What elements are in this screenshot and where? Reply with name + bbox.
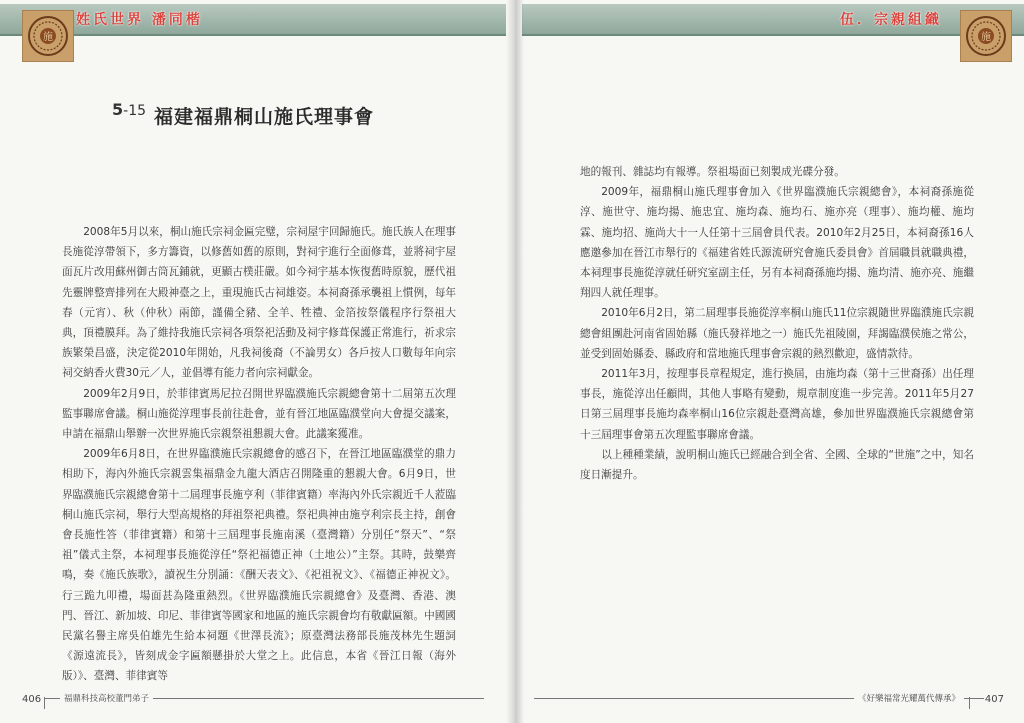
body-text <box>580 162 974 485</box>
clan-seal-icon <box>22 10 74 62</box>
section-number-major: 5 <box>112 100 124 119</box>
section-number-minor: -15 <box>123 103 147 119</box>
paragraph: 2010年6月2日，第二屆理事長施從淳率桐山施氏11位宗親隨世界臨濮施氏宗親總會組團赴河南省固始縣（施氏發祥地之一）施氏先祖陵園，拜謁臨濮侯施之常公，並受到固始縣委、縣政府和當地施氏理事會宗親的熱烈歡迎，盛情款待。 <box>580 307 974 360</box>
chapter-title: 福建福鼎桐山施氏理事會 <box>154 106 375 128</box>
section-number <box>112 100 146 119</box>
running-head: 姓氏世界 潘同楷 <box>76 12 203 28</box>
clan-seal-icon <box>960 10 1012 62</box>
paragraph: 2009年2月9日，於菲律賓馬尼拉召開世界臨濮施氏宗親總會第十二屆第五次理監事聯席會議。桐山施從淳理事長前往赴會，並有晉江地區臨濮堂向大會提交議案，申請在福鼎山舉辦一次世界施氏宗親祭祖懇親大會。此議案獲准。 <box>62 387 456 441</box>
svg-text:施: 施 <box>43 32 53 43</box>
page-number: 406 <box>22 694 42 705</box>
paragraph: 2008年5月以來，桐山施氏宗祠金匾完璧，宗祠屋宇回歸施氏。施氏族人在理事長施從淳帶領下，多方籌資，以修舊如舊的原則，對祠宇進行全面修葺，並將祠宇屋面瓦片改用蘇州御古筒瓦鋪就，更顯古樸莊嚴。如今祠宇基本恢復舊時原貌，歷代祖先靈牌整齊排列在大殿神臺之上，重現施氏古祠雄姿。本祠裔孫承襲祖上慣例，每年春（元宵）、秋（仲秋）兩節，謹備全豬、全羊、牲禮、金箔按祭儀程序行祭祖大典，頂禮膜拜。為了維持我施氏宗祠各項祭祀活動及祠宇修葺保護正常進行，祈求宗族繁榮昌盛，決定從2010年開始，凡我祠後裔（不論男女）各戶按人口數每年向宗祠交納香火費30元／人，並倡導有能力者向宗祠獻金。 <box>62 226 456 380</box>
body-text <box>62 222 456 687</box>
running-head: 伍．宗親組織 <box>840 12 942 28</box>
footer-title: 《好樂福常光耀萬代傳承》 <box>854 692 964 704</box>
right-page <box>514 0 1024 723</box>
book-gutter <box>506 0 524 723</box>
paragraph: 以上種種業績，說明桐山施氏已經融合到全省、全國、全球的“世施”之中，知名度日漸提升。 <box>580 448 974 482</box>
page-number: 407 <box>984 694 1004 705</box>
paragraph: 地的報刊、雜誌均有報導。祭祖場面已刻製成光碟分發。 <box>580 166 845 178</box>
footer-title: 福鼎科技高校董門弟子 <box>60 692 153 704</box>
paragraph: 2009年6月8日，在世界臨濮施氏宗親總會的感召下，在晉江地區臨濮堂的鼎力相助下，海內外施氏宗親雲集福鼎金九龍大酒店召開隆重的懇親大會。6月9日，世界臨濮施氏宗親總會第十二屆理事長施亨利（菲律賓籍）率海內外氏宗親近千人蒞臨桐山施氏宗祠，舉行大型高規格的拜祖祭祀典禮。祭祀典神由施亨利宗長主持，創會會長施性答（菲律賓籍）和第十三屆理事長施南溪（臺灣籍）分別任“祭天”、“祭祖”儀式主祭，本祠理事長施從淳任“祭祀福德正神（土地公）”主祭。其時，鼓樂齊鳴，奏《施氏族歌》，讀祝生分別誦：《酬天表文》、《祀祖祝文》、《福德正神祝文》。行三跪九叩禮，場面甚為隆重熱烈。《世界臨濮施氏宗親總會》及臺灣、香港、澳門、晉江、新加坡、印尼、菲律賓等國家和地區的施氏宗親會均有敬獻匾額。中國國民黨名譽主席吳伯雄先生給本祠題《世澤長流》；原臺灣法務部長施茂林先生題詞《源遠流長》，皆刻成金字匾額懸掛於大堂之上。此信息，本省《晉江日報（海外版）》、臺灣、菲律賓等 <box>62 448 456 683</box>
footer-tick <box>44 697 45 709</box>
svg-text:施: 施 <box>981 32 991 43</box>
header-rule <box>0 34 506 36</box>
header-band <box>522 4 1024 34</box>
paragraph: 2009年，福鼎桐山施氏理事會加入《世界臨濮施氏宗親總會》，本祠裔孫施從淳、施世守、施均揚、施忠宜、施均森、施均石、施亦亮（理事）、施均權、施均霖、施均招、施尚大十一人任第十三屆會員代表。2010年2月25日，本祠裔孫16人應邀參加在晉江市舉行的《福建省姓氏源流研究會施氏委員會》首屆職員就職典禮，本祠理事長施從淳就任研究室副主任，另有本祠裔孫施均揚、施均清、施亦亮、施繼翔四人就任理事。 <box>580 186 974 300</box>
paragraph: 2011年3月，按理事長章程規定，進行換屆，由施均森（第十三世裔孫）出任理事長，施從淳出任顧問，其他人事略有變動，規章制度進一步完善。2011年5月27日第三屆理事長施均森率桐山16位宗親赴臺灣高雄，參加世界臨濮施氏宗親總會第十三屆理事會第五次理監事聯席會議。 <box>580 368 974 441</box>
header-rule <box>522 34 1024 36</box>
footer-tick <box>969 697 970 709</box>
